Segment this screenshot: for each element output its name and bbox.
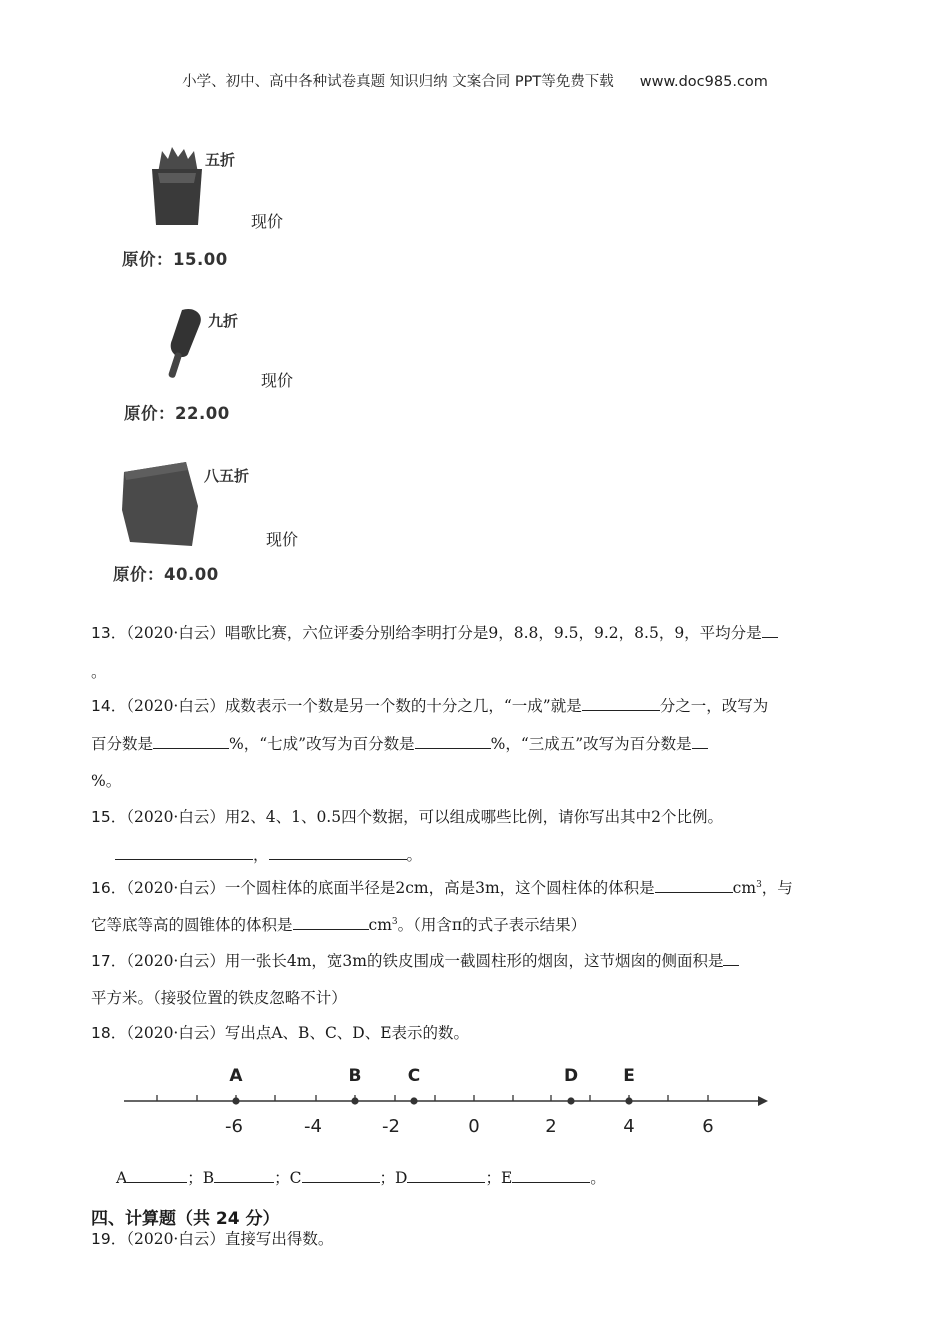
number-line-tick-label: -4 bbox=[304, 1116, 322, 1137]
q13-answer-blank[interactable] bbox=[762, 623, 778, 638]
q15-blank-1[interactable] bbox=[115, 845, 253, 860]
q14-blank-4[interactable] bbox=[692, 734, 708, 749]
discount-label-1: 五折 bbox=[205, 151, 236, 169]
page-header bbox=[0, 70, 950, 91]
q16-blank-2[interactable] bbox=[293, 915, 369, 930]
number-line-point bbox=[625, 1097, 632, 1104]
question-13-end: 。 bbox=[91, 663, 107, 681]
original-price-3: 原价：40.00 bbox=[113, 565, 219, 584]
question-15: 15．（2020·白云）用2、4、1、0.5四个数据，可以组成哪些比例，请你写出其中2个比例。 bbox=[91, 808, 723, 826]
number-line-tick-label: 0 bbox=[468, 1116, 480, 1137]
number-line-point-label: E bbox=[623, 1066, 635, 1086]
q18-blank-b[interactable] bbox=[214, 1168, 274, 1183]
header-site: www.doc985.com bbox=[639, 74, 768, 90]
question-14-end: %。 bbox=[91, 772, 122, 790]
question-19: 19．（2020·白云）直接写出得数。 bbox=[91, 1230, 334, 1248]
q18-blank-c[interactable] bbox=[302, 1168, 380, 1183]
number-line-arrow bbox=[758, 1096, 768, 1106]
number-line-point-label: D bbox=[563, 1066, 579, 1086]
question-13: 13．（2020·白云）唱歌比赛，六位评委分别给李明打分是9，8.8，9.5，9.2，8.5，9，平均分是 bbox=[91, 623, 778, 643]
q18-blank-d[interactable] bbox=[407, 1168, 485, 1183]
q14-blank-1[interactable] bbox=[582, 696, 660, 711]
number-line-tick-label: 6 bbox=[702, 1116, 714, 1137]
q14-blank-3[interactable] bbox=[415, 734, 491, 749]
original-price-2: 原价：22.00 bbox=[124, 404, 230, 423]
question-14: 14．（2020·白云）成数表示一个数是另一个数的十分之几，“一成”就是 分之一，改写为 bbox=[91, 697, 769, 715]
number-line-tick-label: 2 bbox=[545, 1116, 557, 1137]
discount-label-2: 九折 bbox=[208, 312, 239, 330]
number-line-point bbox=[351, 1097, 358, 1104]
number-line-point bbox=[410, 1097, 417, 1104]
question-17-line2: 平方米。（接驳位置的铁皮忽略不计） bbox=[91, 989, 347, 1007]
popsicle-icon bbox=[160, 306, 210, 384]
header-text: 小学、初中、高中各种试卷真题 知识归纳 文案合同 PPT等免费下载 bbox=[182, 74, 614, 90]
now-price-label-3: 现价 bbox=[266, 530, 299, 549]
q18-blank-e[interactable] bbox=[512, 1168, 590, 1183]
now-price-label-2: 现价 bbox=[261, 371, 294, 390]
fries-icon bbox=[148, 143, 208, 227]
number-line-point bbox=[232, 1097, 239, 1104]
number-line-point-label: C bbox=[407, 1066, 421, 1086]
question-16-line2: 它等底等高的圆锥体的体积是 $cm^3$。（用含π的式子表示结果） bbox=[91, 916, 587, 934]
number-line-point bbox=[567, 1097, 574, 1104]
q17-answer-blank[interactable] bbox=[723, 951, 739, 966]
now-price-label-1: 现价 bbox=[251, 212, 284, 231]
discount-label-3: 八五折 bbox=[204, 467, 250, 485]
question-15-answers: ， 。 bbox=[115, 845, 422, 865]
original-price-1: 原价：15.00 bbox=[122, 250, 228, 269]
q18-blank-a[interactable] bbox=[127, 1168, 187, 1183]
question-18: 18．（2020·白云）写出点A、B、C、D、E表示的数。 bbox=[91, 1024, 470, 1042]
question-18-answers: A ；B ；C ；D ；E 。 bbox=[116, 1169, 606, 1187]
section-4-title: 四、计算题（共 24 分） bbox=[91, 1209, 280, 1229]
number-line-tick-label: -2 bbox=[382, 1116, 400, 1137]
number-line-tick-label: -6 bbox=[225, 1116, 243, 1137]
q15-blank-2[interactable] bbox=[269, 845, 407, 860]
number-line-point-label: B bbox=[348, 1066, 362, 1086]
cake-icon bbox=[118, 458, 202, 550]
question-16: 16．（2020·白云）一个圆柱体的底面半径是2cm，高是3m，这个圆柱体的体积是 $cm^3$，与 bbox=[91, 879, 793, 897]
q16-blank-1[interactable] bbox=[655, 878, 733, 893]
question-14-line2: 百分数是 %，“七成”改写为百分数是 %，“三成五”改写为百分数是 bbox=[91, 734, 708, 754]
number-line-tick-label: 4 bbox=[623, 1116, 635, 1137]
number-line bbox=[110, 1055, 780, 1140]
q14-blank-2[interactable] bbox=[153, 734, 229, 749]
number-line-point-label: A bbox=[229, 1066, 243, 1086]
question-17: 17．（2020·白云）用一张长4m，宽3m的铁皮围成一截圆柱形的烟囱，这节烟囱的侧面积是 bbox=[91, 951, 739, 971]
